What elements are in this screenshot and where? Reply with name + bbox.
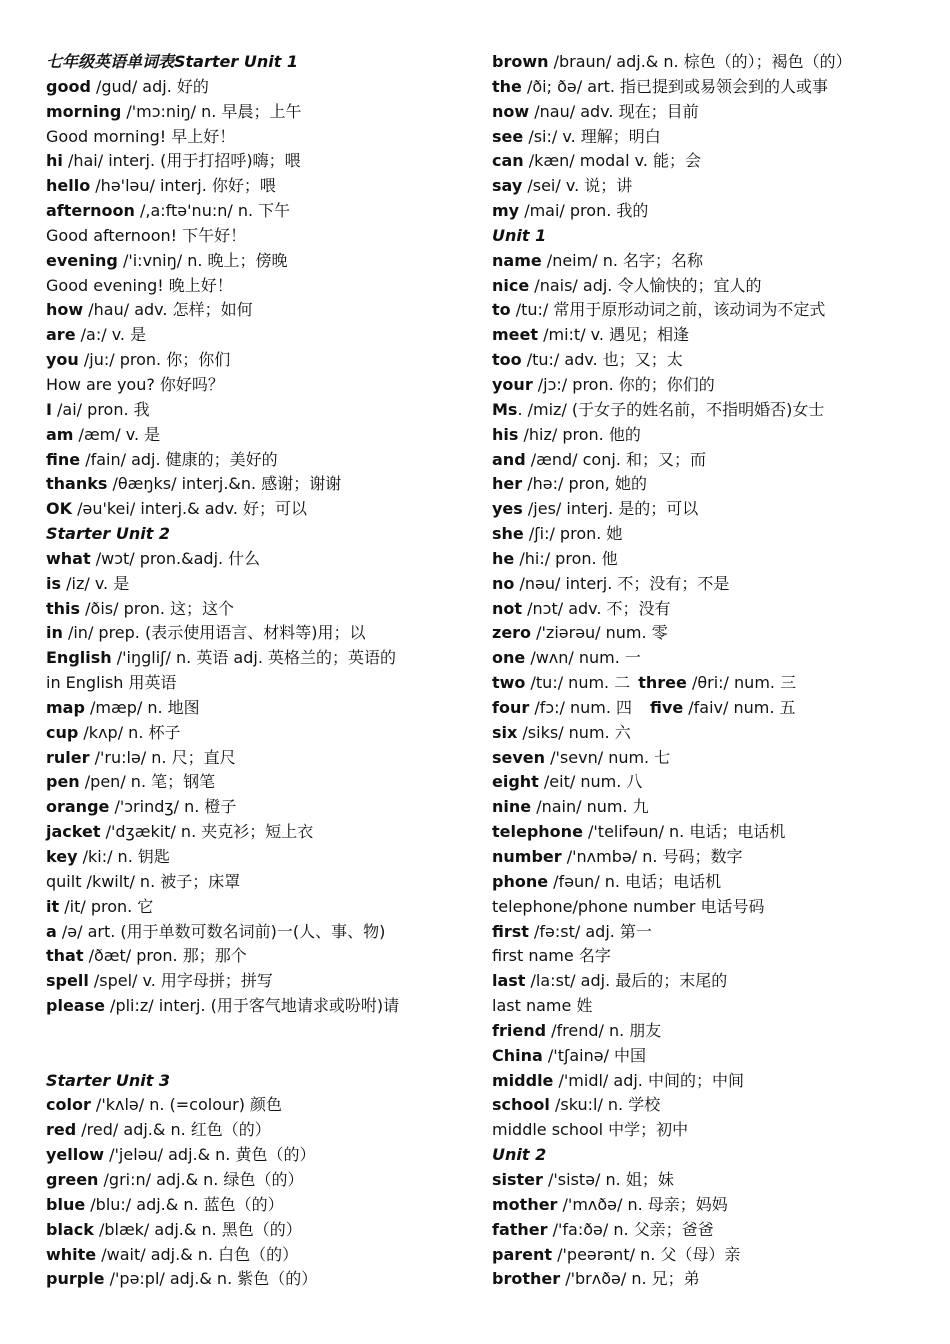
vocab-entry [492, 199, 932, 224]
entry-definition: /in/ prep. (表示使用语言、材料等)用；以 [62, 623, 366, 643]
entry-word: my [492, 201, 520, 221]
entry-definition: /ai/ pron. 我 [51, 399, 150, 419]
entry-definition: /nain/ num. 九 [531, 797, 649, 817]
entry-word: that [46, 946, 84, 966]
entry-definition: /gud/ adj. 好的 [90, 76, 209, 96]
entry-word: four [492, 697, 530, 717]
entry-definition: /mæp/ n. 地图 [84, 697, 200, 717]
entry-word: OK [46, 499, 72, 519]
vocab-entry [46, 149, 466, 174]
vocab-entry [492, 497, 932, 522]
entry-definition: /braun/ adj.& n. 棕色（的）；褐色（的） [548, 52, 852, 71]
vocab-entry [492, 323, 932, 348]
vocab-entry [46, 845, 466, 870]
entry-definition: /ə/ art. (用于单数可数名词前)一(人、事、物) [56, 921, 386, 941]
entry-word: to [492, 300, 511, 320]
entry-definition: /pli:z/ interj. (用于客气地请求或吩咐)请 [104, 996, 400, 1016]
entry-definition: /iz/ v. 是 [61, 573, 130, 593]
entry-word: in [46, 623, 63, 643]
entry-word: she [492, 524, 524, 544]
entry-word: his [492, 424, 519, 444]
entry-word: red [46, 1120, 77, 1140]
entry-definition: /nais/ adj. 令人愉快的；宜人的 [529, 275, 762, 295]
vocab-entry [492, 572, 932, 597]
entry-definition: /fəun/ n. 电话；电话机 [548, 871, 722, 891]
entry-definition: /nɔt/ adv. 不；没有 [522, 598, 671, 618]
entry-word: her [492, 474, 523, 494]
entry-word: is [46, 573, 62, 593]
vocab-entry [492, 1168, 932, 1193]
entry-definition: /spel/ v. 用字母拼；拼写 [88, 971, 273, 991]
entry-word: mother [492, 1194, 558, 1214]
vocab-entry [492, 1093, 932, 1118]
entry-word: purple [46, 1269, 105, 1289]
entry-definition: /æm/ v. 是 [73, 424, 161, 444]
vocab-entry [492, 1044, 932, 1069]
entry-definition: /'pə:pl/ adj.& n. 紫色（的） [104, 1269, 318, 1289]
entry-word: color [46, 1095, 91, 1115]
phrase-line: middle school 中学；初中 [492, 1120, 689, 1140]
vocab-entry [46, 547, 466, 572]
entry-definition: /si:/ v. 理解；明白 [523, 126, 661, 146]
vocab-entry [46, 100, 466, 125]
entry-definition: /gri:n/ adj.& n. 绿色（的） [98, 1169, 304, 1189]
vocab-entry [46, 721, 466, 746]
entry-word: brown [492, 52, 549, 71]
vocab-entry [492, 969, 932, 994]
entry-word: three [638, 673, 687, 693]
entry-definition: /'midl/ adj. 中间的；中间 [553, 1070, 744, 1090]
vocab-entry [46, 994, 466, 1019]
entry-word: pen [46, 772, 80, 792]
entry-word: five [650, 697, 684, 717]
vocab-entry [46, 820, 466, 845]
entry-definition: /hai/ interj. (用于打招呼)嗨；喂 [62, 151, 301, 171]
entry-word: your [492, 374, 533, 394]
entry-word: fine [46, 449, 81, 469]
entry-word: phone [492, 871, 549, 891]
entry-definition: /əu'kei/ interj.& adv. 好；可以 [72, 499, 308, 519]
vocab-entry [46, 249, 466, 274]
phrase-line: quilt /kwilt/ n. 被子；床罩 [46, 871, 241, 891]
vocab-entry [46, 199, 466, 224]
entry-word: hi [46, 151, 63, 171]
entry-word: now [492, 101, 530, 121]
entry-word: a [46, 921, 57, 941]
entry-definition: /'mʌðə/ n. 母亲；妈妈 [557, 1194, 728, 1214]
entry-definition: /'sistə/ n. 姐；妹 [542, 1169, 674, 1189]
entry-word: it [46, 896, 60, 916]
vocab-entry [492, 597, 932, 622]
vocab-entry [492, 1019, 932, 1044]
vocab-entry [492, 770, 932, 795]
vocab-entry [46, 1143, 466, 1168]
entry-definition: /sku:l/ n. 学校 [549, 1095, 661, 1115]
phrase-line: Good afternoon! 下午好！ [46, 225, 247, 245]
entry-definition: /fə:st/ adj. 第一 [528, 921, 652, 941]
entry-word: blue [46, 1194, 86, 1214]
vocab-entry [46, 795, 466, 820]
entry-definition: /hə:/ pron, 她的 [522, 474, 647, 494]
entry-word: yes [492, 499, 523, 519]
entry-definition: /hi:/ pron. 他 [514, 548, 618, 568]
entry-definition: /'kʌlə/ n. (=colour) 颜色 [90, 1095, 283, 1115]
entry-definition: /blæk/ adj.& n. 黑色（的） [93, 1219, 302, 1239]
entry-word: green [46, 1169, 99, 1189]
entry-word: evening [46, 250, 118, 270]
entry-word: not [492, 598, 523, 618]
vocab-entry [492, 75, 932, 100]
entry-definition: /ki:/ n. 钥匙 [77, 847, 170, 866]
phrase-line: telephone/phone number 电话号码 [492, 896, 765, 916]
entry-word: what [46, 548, 91, 568]
entry-word: the [492, 76, 522, 96]
entry-definition: /ju:/ pron. 你；你们 [78, 350, 231, 370]
vocab-entry [492, 448, 932, 473]
entry-word: ruler [46, 747, 90, 767]
phrase-line: in English 用英语 [46, 673, 177, 693]
entry-definition: /nau/ adv. 现在；目前 [529, 101, 699, 121]
entry-definition: /'mɔ:niŋ/ n. 早晨；上午 [121, 101, 302, 121]
vocab-entry [492, 373, 932, 398]
blank-line [46, 1019, 466, 1044]
vocab-entry [46, 597, 466, 622]
vocab-entry [46, 969, 466, 994]
entry-definition: /tu:/ num. 二 [525, 673, 631, 693]
entry-definition: /ðis/ pron. 这；这个 [80, 598, 235, 618]
vocab-entry [46, 448, 466, 473]
entry-definition: /ænd/ conj. 和；又；而 [525, 449, 706, 469]
entry-definition: /,a:ftə'nu:n/ n. 下午 [134, 201, 291, 221]
vocab-entry [492, 522, 932, 547]
entry-definition: /'peərənt/ n. 父（母）亲 [552, 1244, 741, 1264]
vocab-entry [46, 75, 466, 100]
entry-definition: /hau/ adv. 怎样；如何 [83, 300, 253, 320]
entry-definition: /eit/ num. 八 [538, 772, 643, 792]
entry-definition: /frend/ n. 朋友 [546, 1020, 662, 1040]
entry-definition: /'fa:ðə/ n. 父亲；爸爸 [547, 1219, 714, 1239]
vocab-entry [492, 671, 932, 696]
vocab-entry [46, 497, 466, 522]
vocab-entry [46, 1168, 466, 1193]
entry-definition: /wʌn/ num. 一 [525, 648, 641, 668]
entry-word: white [46, 1244, 97, 1264]
entry-word: middle [492, 1070, 554, 1090]
entry-definition: /'jeləu/ adj.& n. 黄色（的） [104, 1145, 316, 1165]
vocab-entry [492, 746, 932, 771]
entry-word: am [46, 424, 74, 444]
vocab-entry [492, 646, 932, 671]
phrase-line: first name 名字 [492, 946, 611, 966]
entry-definition: /tu:/ 常用于原形动词之前，该动词为不定式 [510, 300, 826, 320]
entry-word: orange [46, 797, 110, 817]
entry-definition: /kæn/ modal v. 能；会 [523, 151, 702, 171]
entry-definition: /la:st/ adj. 最后的；末尾的 [525, 971, 728, 991]
vocab-entry [46, 621, 466, 646]
entry-word: name [492, 250, 542, 270]
vocab-column-left [46, 50, 466, 1292]
section-heading: 七年级英语单词表Starter Unit 1 [46, 52, 299, 71]
entry-definition: /nəu/ interj. 不；没有；不是 [514, 573, 730, 593]
entry-word: eight [492, 772, 539, 792]
vocab-entry [492, 149, 932, 174]
vocab-entry [492, 1069, 932, 1094]
vocab-entry [46, 174, 466, 199]
entry-word: China [492, 1045, 543, 1065]
entry-definition: /'ziərəu/ num. 零 [531, 623, 668, 643]
vocab-entry [46, 1093, 466, 1118]
vocab-entry [492, 621, 932, 646]
entry-word: good [46, 76, 91, 96]
entry-definition: /ðæt/ pron. 那；那个 [83, 946, 247, 966]
entry-definition: /ði; ðə/ art. 指已提到或易领会到的人或事 [521, 76, 829, 96]
entry-word: see [492, 126, 524, 146]
entry-word: and [492, 449, 526, 469]
entry-word: cup [46, 722, 79, 742]
phrase-line: Good evening! 晚上好！ [46, 275, 233, 295]
vocab-entry [492, 1267, 932, 1292]
entry-word: spell [46, 971, 89, 991]
vocab-entry [46, 746, 466, 771]
entry-definition: /'dʒækit/ n. 夹克衫；短上衣 [100, 822, 314, 842]
entry-word: say [492, 176, 523, 196]
entry-word: number [492, 847, 562, 866]
entry-word: last [492, 971, 526, 991]
entry-definition: /hiz/ pron. 他的 [518, 424, 641, 444]
entry-word: map [46, 697, 85, 717]
phrase-line: last name 姓 [492, 996, 593, 1016]
entry-word: yellow [46, 1145, 105, 1165]
entry-definition: /'ru:lə/ n. 尺；直尺 [89, 747, 236, 767]
entry-definition: /jɔ:/ pron. 你的；你们的 [532, 374, 715, 394]
vocab-entry [46, 770, 466, 795]
vocab-entry [492, 100, 932, 125]
entry-definition: /θæŋks/ interj.&n. 感谢；谢谢 [107, 474, 342, 494]
entry-word: two [492, 673, 526, 693]
entry-word: I [46, 399, 52, 419]
vocab-entry [492, 870, 932, 895]
entry-definition: /ʃi:/ pron. 她 [523, 524, 623, 544]
vocab-entry [492, 472, 932, 497]
entry-definition: /mai/ pron. 我的 [519, 201, 649, 221]
entry-word: telephone [492, 822, 583, 842]
vocab-entry [492, 174, 932, 199]
vocab-entry [492, 845, 932, 870]
section-heading: Starter Unit 3 [46, 1070, 171, 1090]
vocab-entry [46, 323, 466, 348]
vocab-entry [46, 398, 466, 423]
vocab-entry [46, 646, 466, 671]
entry-word: friend [492, 1020, 547, 1040]
entry-definition: /red/ adj.& n. 红色（的） [76, 1120, 271, 1140]
entry-definition: /blu:/ adj.& n. 蓝色（的） [85, 1194, 284, 1214]
entry-definition: /'tʃainə/ 中国 [542, 1045, 647, 1065]
entry-definition: /'sevn/ num. 七 [545, 747, 671, 767]
entry-word: nice [492, 275, 530, 295]
entry-word: one [492, 648, 526, 668]
vocab-entry [492, 1243, 932, 1268]
vocab-entry [46, 1193, 466, 1218]
entry-word: Ms [492, 399, 518, 419]
entry-word: six [492, 722, 518, 742]
entry-word: please [46, 996, 105, 1016]
entry-word: key [46, 847, 78, 866]
entry-definition: /hə'ləu/ interj. 你好；喂 [90, 176, 276, 196]
entry-word: parent [492, 1244, 553, 1264]
entry-definition: /neim/ n. 名字；名称 [541, 250, 704, 270]
entry-definition: /mi:t/ v. 遇见；相逢 [538, 325, 690, 345]
entry-word: hello [46, 176, 91, 196]
vocab-entry [46, 298, 466, 323]
vocab-entry [492, 274, 932, 299]
entry-word: school [492, 1095, 550, 1115]
vocab-entry [492, 696, 932, 721]
phrase-line: Good morning! 早上好！ [46, 126, 236, 146]
entry-definition: /'iŋgliʃ/ n. 英语 adj. 英格兰的；英语的 [111, 648, 396, 668]
phrase-line: How are you? 你好吗？ [46, 374, 224, 394]
vocab-entry [46, 423, 466, 448]
entry-definition: /a:/ v. 是 [75, 325, 147, 345]
entry-definition: /fain/ adj. 健康的；美好的 [80, 449, 278, 469]
entry-word: no [492, 573, 515, 593]
entry-word: English [46, 648, 112, 668]
vocab-entry [492, 721, 932, 746]
section-heading: Unit 2 [492, 1145, 547, 1165]
entry-word: this [46, 598, 81, 618]
entry-definition: /'nʌmbə/ n. 号码；数字 [561, 847, 743, 866]
entry-word: you [46, 350, 79, 370]
entry-definition: /'ɔrindʒ/ n. 橙子 [109, 797, 237, 817]
vocab-entry [46, 944, 466, 969]
vocab-entry [492, 423, 932, 448]
vocab-entry [492, 398, 932, 423]
entry-definition: /faiv/ num. 五 [683, 697, 796, 717]
vocab-entry [46, 1118, 466, 1143]
vocab-entry [492, 547, 932, 572]
entry-word: how [46, 300, 84, 320]
entry-definition: /pen/ n. 笔；钢笔 [79, 772, 216, 792]
vocab-entry [492, 1218, 932, 1243]
vocab-entry [46, 1218, 466, 1243]
vocab-entry [492, 820, 932, 845]
entry-word: afternoon [46, 201, 135, 221]
entry-word: nine [492, 797, 532, 817]
entry-definition: /kʌp/ n. 杯子 [78, 722, 181, 742]
vocab-entry [46, 1267, 466, 1292]
vocab-entry [46, 348, 466, 373]
vocab-entry [492, 298, 932, 323]
vocab-entry [46, 472, 466, 497]
vocab-entry [46, 895, 466, 920]
vocab-entry [46, 920, 466, 945]
vocab-column-right [492, 50, 932, 1292]
section-heading: Unit 1 [492, 225, 547, 245]
entry-definition: /tu:/ adv. 也；又；太 [521, 350, 683, 370]
entry-definition: /'brʌðə/ n. 兄；弟 [560, 1269, 700, 1289]
entry-definition: /it/ pron. 它 [59, 896, 154, 916]
entry-word: too [492, 350, 522, 370]
entry-word: can [492, 151, 524, 171]
entry-word: zero [492, 623, 532, 643]
vocab-entry [492, 125, 932, 150]
vocab-entry [492, 920, 932, 945]
vocab-entry [492, 50, 932, 75]
entry-word: he [492, 548, 515, 568]
entry-definition: /wɔt/ pron.&adj. 什么 [90, 548, 261, 568]
blank-line [46, 1044, 466, 1069]
vocab-entry [46, 696, 466, 721]
entry-word: sister [492, 1169, 543, 1189]
entry-definition: . /miz/ (于女子的姓名前，不指明婚否)女士 [517, 399, 825, 419]
entry-word: black [46, 1219, 94, 1239]
entry-word: seven [492, 747, 546, 767]
entry-word: are [46, 325, 76, 345]
entry-word: morning [46, 101, 122, 121]
entry-word: brother [492, 1269, 561, 1289]
entry-word: father [492, 1219, 548, 1239]
vocab-entry [492, 249, 932, 274]
entry-definition: /sei/ v. 说；讲 [522, 176, 633, 196]
entry-word: jacket [46, 822, 101, 842]
entry-definition: /fɔ:/ num. 四 [529, 697, 633, 717]
entry-definition: /'i:vniŋ/ n. 晚上；傍晚 [117, 250, 288, 270]
entry-definition: /θri:/ num. 三 [686, 673, 797, 693]
section-heading: Starter Unit 2 [46, 524, 171, 544]
entry-definition: /siks/ num. 六 [517, 722, 631, 742]
entry-word: meet [492, 325, 539, 345]
entry-definition: /'telifəun/ n. 电话；电话机 [582, 822, 786, 842]
vocab-entry [46, 572, 466, 597]
entry-word: first [492, 921, 529, 941]
vocab-entry [492, 795, 932, 820]
entry-definition: /wait/ adj.& n. 白色（的） [96, 1244, 299, 1264]
vocab-entry [492, 348, 932, 373]
entry-definition: /jes/ interj. 是的；可以 [522, 499, 699, 519]
entry-word: thanks [46, 474, 108, 494]
vocab-entry [492, 1193, 932, 1218]
vocab-entry [46, 1243, 466, 1268]
